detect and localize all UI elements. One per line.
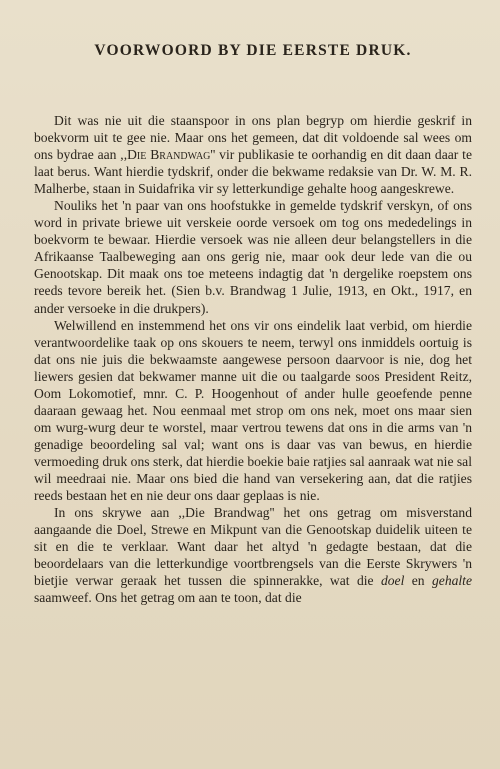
page-heading: VOORWOORD BY DIE EERSTE DRUK. [94, 42, 412, 59]
paragraph-1-text-a: Dit was nie uit die staanspoor in ons plan begryp om hierdie geskrif in boekvorm uit te gee nie. Maar ons het gemeen, dat dit voldoende sal wees om ons bydrae aan ,, [34, 113, 472, 163]
emphasis-doel: doel [380, 573, 405, 589]
paragraph-4-text-a: In ons skrywe aan ,,Die Brandwag'' het ons getrag om misverstand aangaande die Doel, Strewe en Mikpunt van die Genootskap duidelik uiteen te sit en die te verklaar. Want daar het altyd 'n gedagte bestaan, dat die beoordelaars van die letterkundige voortbrengsels van die Eerste Skrywers 'n bietjie verwar geraak het tussen die spinnerakke, wat die [34, 505, 472, 589]
paragraph-4-text-mid: en [404, 573, 432, 589]
paragraph-1 [34, 112, 472, 197]
paragraph-1-text-b: '' vir publikasie te oorhandig en dit daan daar te laat berus. Want hierdie tydskrif, onder die bekwame redaksie van Dr. W. M. R. Malherbe, staan in Suidafrika vir sy letterkundige gehalte hoog aangeskrewe. [34, 147, 472, 197]
paragraph-3: Welwillend en instemmend het ons vir ons eindelik laat verbid, om hierdie verantwoordelike taak op ons skouers te neem, terwyl ons inmiddels oortuig is dat ons nie juis die bekwaamste aangewese persoon daarvoor is nie, dog het liewers gesien dat bekwamer manne uit die ou taalgarde soos President Reitz, Oom Lokomotief, mnr. C. P. Hoogenhout of ander hulle geoefende penne daaraan gewaag het. Nou eenmaal met strop om ons nek, moet ons maar sien om wurg-wurg deur te worstel, maar vertrou tewens dat ons in die arms van 'n genadige beoordeling sal val; want ons is daar vas van bewus, en hierdie vermoeding druk ons sterk, dat hierdie boekie baie ratjies sal aanraak wat nie sal wil meedraai nie. Maar ons bied die hand van versekering aan, dat die ratjies reeds bestaan het en nie deur ons daar geplaas is nie. [34, 317, 472, 504]
magazine-name-smallcaps: Die Brandwag [127, 147, 211, 163]
paragraph-4-text-b: saamweef. Ons het getrag om aan te toon, dat die [34, 590, 302, 606]
paragraph-2: Nouliks het 'n paar van ons hoofstukke in gemelde tydskrif verskyn, of ons word in private briewe uit verskeie oorde versoek om tog ons mededelings in boekvorm te bewaar. Hierdie versoek was nie alleen deur belangstellers in die Afrikaanse Taalbeweging aan ons gerig nie, maar ook deur lede van die ou Genootskap. Dit maak ons toe meteens indagtig dat 'n dergelike roepstem ons reeds tevore bereik het. (Sien b.v. Brandwag 1 Julie, 1913, en Okt., 1917, en ander versoeke in die drukpers). [34, 198, 472, 316]
paragraph-4 [34, 504, 472, 606]
emphasis-gehalte: gehalte [431, 573, 472, 589]
